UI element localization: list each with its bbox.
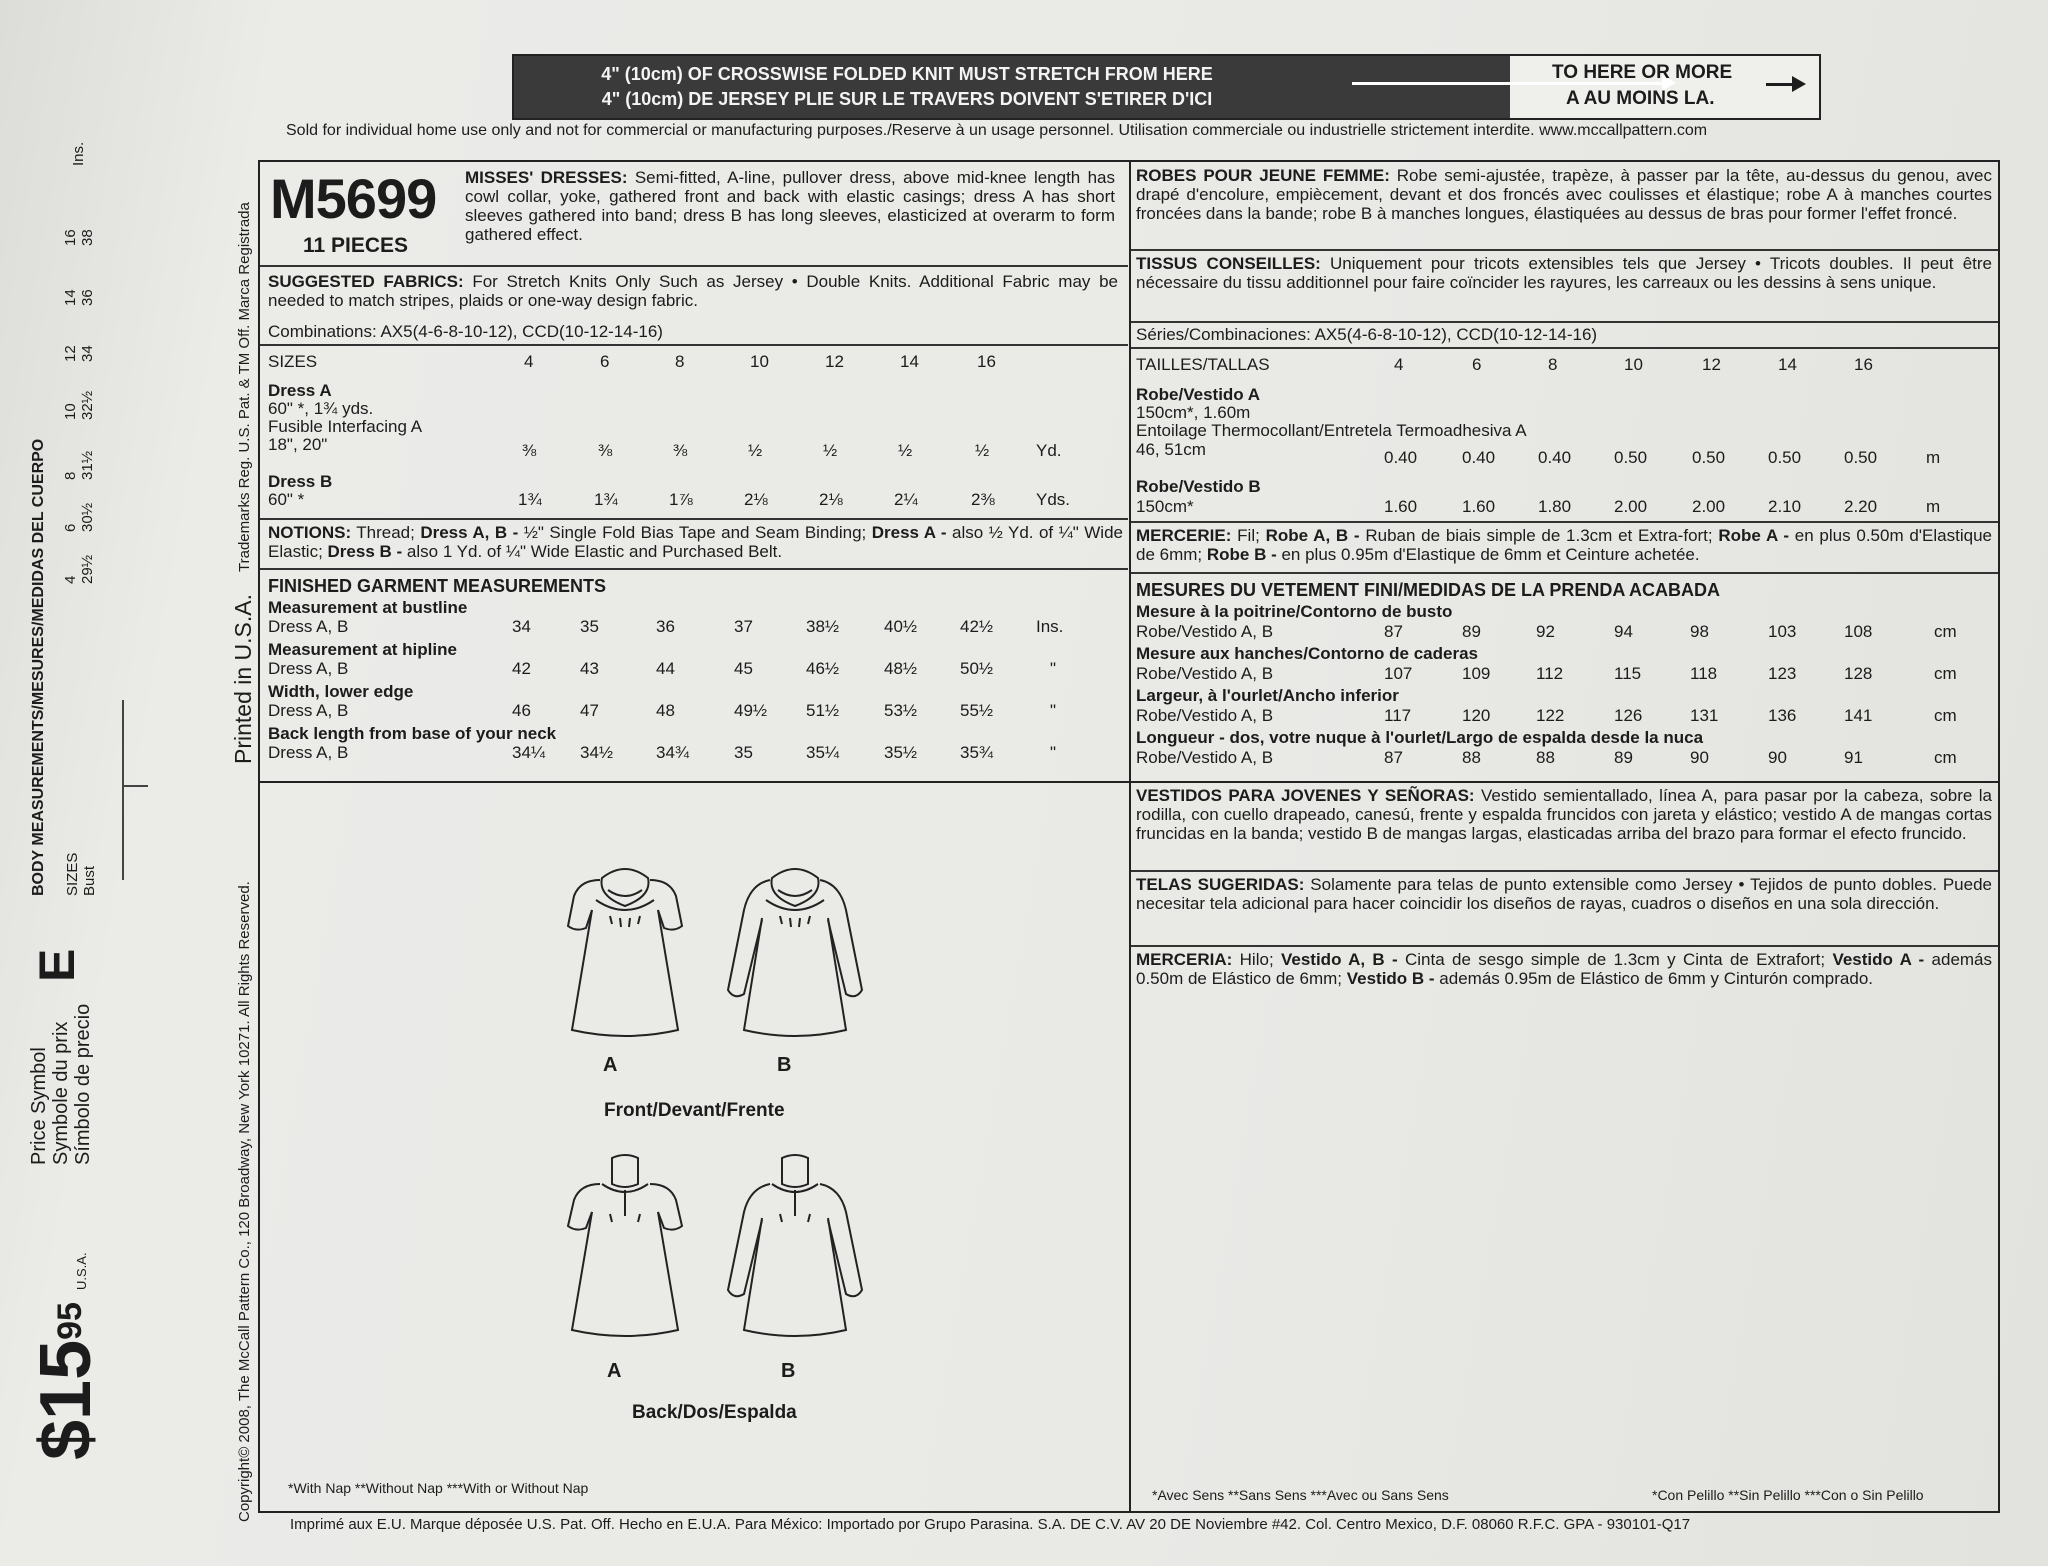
yardage-value: ½ (975, 441, 990, 460)
finished-unit: " (1050, 701, 1057, 720)
finished-value: 36 (656, 617, 675, 636)
finished-value: 48½ (884, 659, 918, 678)
pattern-number: M5699 (270, 167, 437, 230)
price-symbol-es: Símbolo de precio (72, 1003, 94, 1165)
metrage-value: 0.50 (1614, 448, 1648, 467)
merceria-bold: Vestido A - (1832, 950, 1932, 969)
divider (1131, 945, 1998, 947)
suggested-fabrics-en (268, 272, 1118, 310)
stretch-gauge (512, 54, 1821, 120)
footnote-en: *With Nap **Without Nap ***With or Without Nap (288, 1480, 589, 1496)
robe-b-fabric: 150cm* (1136, 497, 1194, 516)
notions-text: ½" Single Fold Bias Tape and Seam Binding; (523, 523, 872, 542)
finished-row-label: Dress A, B (268, 659, 349, 678)
mesure-value: 117 (1384, 706, 1412, 725)
mesure-value: 88 (1536, 748, 1555, 767)
notions-text: also ½ Yd. of ¼" Wide Elastic; (268, 523, 1123, 561)
import-note: Imprimé aux E.U. Marque déposée U.S. Pat. Off. Hecho en E.U.A. Para México: Importado por Grupo Parasina. S.A. DE C.V. AV 20 DE Noviembre #42. Col. Centro Mexico, D.F. 08060 R.F.C. GPA - 930101-Q17 (290, 1516, 1691, 1533)
description-es-text: Vestido semientallado, línea A, para pasar por la cabeza, sobre la rodilla, con cuello drapeado, canesú, frente y espalda fruncidos con jareta y elástico; vestido A de mangas cortas fruncidas en la banda; vestido B de mangas largas, elasticadas arriba del brazo para formar el efecto fruncido. (1136, 786, 1992, 843)
yardage-value: 1¾ (518, 490, 542, 509)
finished-value: 42 (512, 659, 531, 678)
taille-header: 10 (1624, 355, 1643, 374)
finished-unit: " (1050, 659, 1057, 678)
mesure-value: 91 (1844, 748, 1863, 767)
arrow-right-icon (1766, 83, 1802, 86)
divider (1131, 249, 1998, 251)
mesure-row-heading: Largeur, à l'ourlet/Ancho inferior (1136, 686, 1399, 705)
mesure-value: 112 (1536, 664, 1564, 683)
dress-b-front-sketch (728, 869, 862, 1036)
description-es-title: VESTIDOS PARA JOVENES Y SEÑORAS: (1136, 786, 1475, 805)
finished-row-label: Dress A, B (268, 743, 349, 762)
mesure-value: 136 (1768, 706, 1797, 725)
size-header: 8 (675, 352, 685, 371)
interfacing-label: Fusible Interfacing A (268, 417, 423, 436)
body-bust-value: 31½ (79, 450, 96, 480)
robe-a-fabric: 150cm*, 1.60m (1136, 403, 1251, 422)
body-measure-labels (64, 853, 98, 896)
yardage-value: ⅜ (522, 441, 537, 460)
dress-a-back-label: A (607, 1360, 622, 1382)
dress-b-fabric: 60" * (268, 490, 305, 509)
mesure-value: 128 (1844, 664, 1873, 683)
merceria-text: además 0.50m de Elástico de 6mm; (1136, 950, 1993, 988)
finished-value: 49½ (734, 701, 768, 720)
finished-value: 55½ (960, 701, 994, 720)
mesure-row-label: Robe/Vestido A, B (1136, 748, 1274, 767)
metrage-value: 0.50 (1768, 448, 1802, 467)
finished-value: 53½ (884, 701, 918, 720)
size-header: 14 (900, 352, 919, 371)
notions-bold: Dress A - (871, 523, 953, 542)
taille-header: 8 (1548, 355, 1558, 374)
body-bust-value: 36 (79, 289, 96, 306)
finished-value: 42½ (960, 617, 994, 636)
dress-a-front-label: A (603, 1054, 618, 1076)
tailles-label: TAILLES/TALLAS (1136, 355, 1270, 374)
metrage-value: 2.00 (1692, 497, 1726, 516)
taille-header: 12 (1702, 355, 1721, 374)
finished-row-heading: Measurement at hipline (268, 640, 457, 659)
mercerie-title: MERCERIE: (1136, 526, 1232, 545)
mesure-value: 118 (1690, 664, 1718, 683)
finished-value: 51½ (806, 701, 840, 720)
yardage-unit: Yds. (1036, 490, 1071, 509)
mercerie-text: en plus 0.95m d'Elastique de 6mm et Ceinture achetée. (1281, 545, 1700, 564)
price-box (26, 1302, 106, 1460)
mesure-value: 92 (1536, 622, 1555, 641)
fabrics-fr-text: Uniquement pour tricots extensibles tels que Jersey • Tricots doubles. Il peut être nécessaire du tissu additionnel pour faire coïncider les rayures, les carreaux ou les dessins à sens unique. (1136, 254, 1992, 292)
metrage-value: 0.40 (1538, 448, 1572, 467)
fold-tick (122, 785, 148, 787)
trademarks-line: Trademarks Reg. U.S. Pat. & TM Off. Marca Registrada (236, 202, 253, 572)
mesure-value: 98 (1690, 622, 1709, 641)
fabrics-title: SUGGESTED FABRICS: (268, 272, 464, 291)
finished-unit: " (1050, 743, 1057, 762)
finished-value: 34¼ (512, 743, 546, 762)
metrage-value: 0.40 (1462, 448, 1496, 467)
mercerie-text: Ruban de biais simple de 1.3cm et Extra-fort; (1365, 526, 1719, 545)
mesure-value: 141 (1844, 706, 1873, 725)
finished-value: 35 (734, 743, 753, 762)
metrage-value: 1.80 (1538, 497, 1572, 516)
body-size-value: 6 (62, 523, 79, 532)
yardage-value: 2⅛ (819, 490, 843, 509)
divider (1131, 572, 1998, 574)
mercerie-bold: Robe B - (1206, 545, 1282, 564)
entoilage-label: Entoilage Thermocollant/Entretela Termoadhesiva A (1136, 421, 1527, 440)
body-measurements-title: BODY MEASUREMENTS/MESURES/MEDIDAS DEL CUERPO (30, 438, 47, 896)
body-size-value: 16 (62, 229, 79, 246)
yardage-value: ½ (898, 441, 913, 460)
mercerie-fr (1136, 526, 1992, 564)
column-divider (1129, 160, 1131, 1513)
notions-text: also 1 Yd. of ¼" Wide Elastic and Purchased Belt. (406, 542, 783, 561)
merceria-bold: Vestido B - (1346, 969, 1440, 988)
mesure-value: 109 (1462, 664, 1491, 683)
finished-value: 35½ (884, 743, 918, 762)
price-value: $15 (26, 1339, 106, 1460)
body-bust-value: 29½ (79, 554, 96, 584)
taille-header: 4 (1394, 355, 1404, 374)
stretch-gauge-dark-band (514, 56, 1510, 118)
interfacing-width: 18", 20" (268, 435, 328, 454)
yardage-value: 2⅜ (971, 490, 995, 509)
description-fr (1136, 166, 1992, 223)
mesure-row-heading: Mesure à la poitrine/Contorno de busto (1136, 602, 1453, 621)
merceria-text: Cinta de sesgo simple de 1.3cm y Cinta de Extrafort; (1405, 950, 1833, 969)
description-fr-text: Robe semi-ajustée, trapèze, à passer par la tête, au-dessus du genou, avec drapé d'encolure, empiècement, devant et dos froncés avec coulisses et élastique; robe A à manches courtes froncées dans la bande; robe B à manches longues, élastiquées au dessus de bras pour former l'effet froncé. (1136, 166, 1992, 223)
mesure-value: 108 (1844, 622, 1873, 641)
fabrics-es (1136, 875, 1992, 913)
mercerie-bold: Robe A - (1718, 526, 1795, 545)
notions-text: Thread; (356, 523, 421, 542)
body-size-column (62, 391, 96, 420)
mesure-unit: cm (1934, 664, 1957, 683)
body-sizes-label: SIZES (64, 852, 81, 896)
size-header: 4 (524, 352, 534, 371)
combinations-en: Combinations: AX5(4-6-8-10-12), CCD(10-12-14-16) (268, 322, 663, 341)
footnote-es: *Con Pelillo **Sin Pelillo ***Con o Sin Pelillo (1652, 1487, 1924, 1503)
fabrics-fr-title: TISSUS CONSEILLES: (1136, 254, 1321, 273)
body-size-value: 8 (62, 471, 79, 480)
mesure-value: 89 (1614, 748, 1633, 767)
gauge-right-line-2: A AU MOINS LA. (1566, 88, 1715, 109)
metrage-value: 1.60 (1462, 497, 1496, 516)
finished-measurements-title: FINISHED GARMENT MEASUREMENTS (268, 576, 607, 596)
dress-a-back-sketch (568, 1155, 682, 1336)
merceria-text: además 0.95m de Elástico de 6mm y Cinturón comprado. (1439, 969, 1874, 988)
finished-value: 46½ (806, 659, 840, 678)
metrage-value: 2.00 (1614, 497, 1648, 516)
size-header: 6 (600, 352, 610, 371)
robe-b-label: Robe/Vestido B (1136, 477, 1261, 496)
yardage-value: ½ (823, 441, 838, 460)
description-es (1136, 786, 1992, 843)
finished-value: 48 (656, 701, 675, 720)
dress-b-back-label: B (781, 1360, 796, 1382)
fold-line (122, 700, 124, 880)
finished-row-heading: Back length from base of your neck (268, 724, 557, 743)
finished-row-label: Dress A, B (268, 617, 349, 636)
metrage-value: 2.20 (1844, 497, 1878, 516)
metrage-value: 2.10 (1768, 497, 1802, 516)
finished-value: 35 (580, 617, 599, 636)
body-size-column (62, 345, 96, 362)
sizes-label: SIZES (268, 352, 318, 371)
fabrics-text: For Stretch Knits Only Such as Jersey • Double Knits. Additional Fabric may be needed to match stripes, plaids or one-way design fabric. (268, 272, 1118, 310)
mesure-row-heading: Mesure aux hanches/Contorno de caderas (1136, 644, 1478, 663)
yardage-value: 2¼ (894, 490, 918, 509)
finished-unit: Ins. (1036, 617, 1064, 636)
dress-a-front-sketch (568, 869, 682, 1036)
body-bust-value: 34 (79, 345, 96, 362)
mesure-value: 94 (1614, 622, 1633, 641)
body-bust-value: 38 (79, 229, 96, 246)
mesure-unit: cm (1934, 622, 1957, 641)
robe-a-label: Robe/Vestido A (1136, 385, 1261, 404)
finished-row-heading: Measurement at bustline (268, 598, 468, 617)
yardage-value: 1¾ (594, 490, 618, 509)
entoilage-width: 46, 51cm (1136, 440, 1206, 459)
dress-a-label: Dress A (268, 381, 332, 400)
price-country: U.S.A. (74, 1252, 89, 1290)
back-label: Back/Dos/Espalda (632, 1402, 797, 1423)
yardage-unit: Yd. (1036, 441, 1062, 460)
mesure-value: 89 (1462, 622, 1481, 641)
taille-header: 16 (1854, 355, 1873, 374)
finished-value: 46 (512, 701, 531, 720)
pattern-pieces: 11 PIECES (303, 234, 409, 257)
mesure-value: 122 (1536, 706, 1565, 725)
metrage-unit: m (1926, 448, 1941, 467)
body-size-column (62, 555, 96, 584)
price-symbol-en: Price Symbol (28, 1047, 50, 1165)
mesure-value: 131 (1690, 706, 1719, 725)
mesure-value: 115 (1614, 664, 1642, 683)
body-bust-label: Bust (81, 865, 98, 896)
yardage-value: ⅜ (598, 441, 613, 460)
mesure-value: 103 (1768, 622, 1797, 641)
merceria-text: Hilo; (1239, 950, 1281, 969)
footnote-fr: *Avec Sens **Sans Sens ***Avec ou Sans Sens (1152, 1487, 1449, 1503)
taille-header: 14 (1778, 355, 1797, 374)
mesure-row-label: Robe/Vestido A, B (1136, 706, 1274, 725)
body-size-value: 14 (62, 289, 79, 306)
printed-line: Printed in U.S.A. (230, 593, 256, 764)
finished-value: 37 (734, 617, 753, 636)
sold-note: Sold for individual home use only and not for commercial or manufacturing purposes./Reserve à un usage personnel. Utilisation commerciale ou industrielle strictement interdite. www.mccallpattern.com (286, 122, 1708, 139)
finished-row-label: Dress A, B (268, 701, 349, 720)
description-en (465, 168, 1115, 244)
size-header: 10 (750, 352, 769, 371)
divider (260, 344, 1128, 346)
price-letter: E (29, 948, 85, 982)
price-symbol-fr: Symbole du prix (50, 1021, 72, 1165)
finished-value: 40½ (884, 617, 918, 636)
merceria-bold: Vestido A, B - (1280, 950, 1405, 969)
finished-value: 34½ (580, 743, 614, 762)
finished-value: 43 (580, 659, 599, 678)
front-label: Front/Devant/Frente (604, 1100, 785, 1121)
metrage-value: 1.60 (1384, 497, 1418, 516)
divider (260, 518, 1128, 520)
divider (260, 265, 1128, 267)
metrage-unit: m (1926, 497, 1941, 516)
body-size-column (62, 229, 96, 246)
row-divider (258, 781, 2000, 783)
mesure-value: 90 (1768, 748, 1787, 767)
back-dress-illustrations (540, 1140, 880, 1360)
merceria-es (1136, 950, 1992, 988)
finished-value: 50½ (960, 659, 994, 678)
body-size-value: 10 (62, 403, 79, 420)
fabrics-es-title: TELAS SUGERIDAS: (1136, 875, 1305, 894)
body-size-value: 4 (62, 575, 79, 584)
combinations-fr: Séries/Combinaciones: AX5(4-6-8-10-12), CCD(10-12-14-16) (1136, 325, 1598, 344)
mesure-unit: cm (1934, 706, 1957, 725)
mesure-value: 107 (1384, 664, 1413, 683)
merceria-title: MERCERIA: (1136, 950, 1233, 969)
finished-value: 34 (512, 617, 531, 636)
size-header: 12 (825, 352, 844, 371)
yardage-value: 1⅞ (669, 490, 693, 509)
mercerie-text: en plus 0.50m d'Elastique de 6mm; (1136, 526, 1992, 564)
mesure-value: 88 (1462, 748, 1481, 767)
notions-title: NOTIONS: (268, 523, 352, 542)
finished-value: 45 (734, 659, 753, 678)
metrage-value: 0.50 (1844, 448, 1878, 467)
dress-b-label: Dress B (268, 472, 333, 491)
dress-b-front-label: B (777, 1054, 792, 1076)
description-fr-title: ROBES POUR JEUNE FEMME: (1136, 166, 1390, 185)
gauge-right-line-1: TO HERE OR MORE (1552, 62, 1733, 83)
finished-row-heading: Width, lower edge (268, 682, 414, 701)
fabrics-fr (1136, 254, 1992, 292)
price-cents: 95 (51, 1302, 89, 1340)
body-bust-value: 32½ (79, 390, 96, 420)
finished-value: 35¼ (806, 743, 840, 762)
metrage-value: 0.50 (1692, 448, 1726, 467)
taille-header: 6 (1472, 355, 1482, 374)
yardage-value: ⅜ (673, 441, 688, 460)
notions-bold: Dress A, B - (420, 523, 524, 542)
front-dress-illustrations (540, 840, 880, 1070)
mercerie-text: Fil; (1237, 526, 1266, 545)
divider (260, 568, 1128, 570)
body-unit: Ins. (70, 141, 87, 166)
finished-value: 35¾ (960, 743, 994, 762)
yardage-value: ½ (748, 441, 763, 460)
gauge-line-2: 4" (10cm) DE JERSEY PLIE SUR LE TRAVERS DOIVENT S'ETIRER D'ICI (601, 89, 1213, 109)
body-size-column (62, 289, 96, 306)
mesure-value: 120 (1462, 706, 1491, 725)
divider (1131, 521, 1998, 523)
body-size-column (62, 503, 96, 532)
mesure-value: 123 (1768, 664, 1797, 683)
mesure-unit: cm (1934, 748, 1957, 767)
divider (1131, 870, 1998, 872)
yardage-value: 2⅛ (744, 490, 768, 509)
dress-a-fabric: 60" *, 1¾ yds. (268, 399, 374, 418)
description-title: MISSES' DRESSES: (465, 168, 628, 187)
price-symbol-labels (28, 1004, 94, 1165)
mercerie-bold: Robe A, B - (1265, 526, 1366, 545)
divider (1131, 347, 1998, 349)
body-size-value: 12 (62, 345, 79, 362)
finished-value: 38½ (806, 617, 840, 636)
description-text: Semi-fitted, A-line, pullover dress, above mid-knee length has cowl collar, yoke, gathered front and back with elastic casings; dress A has short sleeves gathered into band; dress B has long sleeves, elasticized at overarm to form gathered effect. (465, 168, 1115, 244)
notions-bold: Dress B - (327, 542, 407, 561)
notions-en (268, 523, 1123, 561)
finished-value: 47 (580, 701, 599, 720)
mesure-row-heading: Longueur - dos, votre nuque à l'ourlet/Largo de espalda desde la nuca (1136, 728, 1704, 747)
dress-b-back-sketch (728, 1155, 862, 1336)
mesure-row-label: Robe/Vestido A, B (1136, 622, 1274, 641)
mesure-value: 87 (1384, 748, 1403, 767)
measures-fr-title: MESURES DU VETEMENT FINI/MEDIDAS DE LA PRENDA ACABADA (1136, 580, 1721, 600)
size-header: 16 (977, 352, 996, 371)
copyright-line: Copyright© 2008, The McCall Pattern Co., 120 Broadway, New York 10271. All Rights Reserved. (236, 881, 253, 1522)
fabrics-es-text: Solamente para telas de punto extensible como Jersey • Tejidos de punto dobles. Puede necesitar tela adicional para hacer coincidir los diseños de rayas, cuadros o diseños en una sola dirección. (1136, 875, 1992, 913)
mesure-row-label: Robe/Vestido A, B (1136, 664, 1274, 683)
body-bust-value: 30½ (79, 502, 96, 532)
mesure-value: 87 (1384, 622, 1403, 641)
gauge-line-1: 4" (10cm) OF CROSSWISE FOLDED KNIT MUST STRETCH FROM HERE (601, 64, 1213, 84)
metrage-value: 0.40 (1384, 448, 1418, 467)
stretch-gauge-target (1512, 56, 1817, 118)
mesure-value: 90 (1690, 748, 1709, 767)
mesure-value: 126 (1614, 706, 1643, 725)
body-size-column (62, 451, 96, 480)
divider (1131, 321, 1998, 323)
finished-value: 34¾ (656, 743, 690, 762)
finished-value: 44 (656, 659, 675, 678)
